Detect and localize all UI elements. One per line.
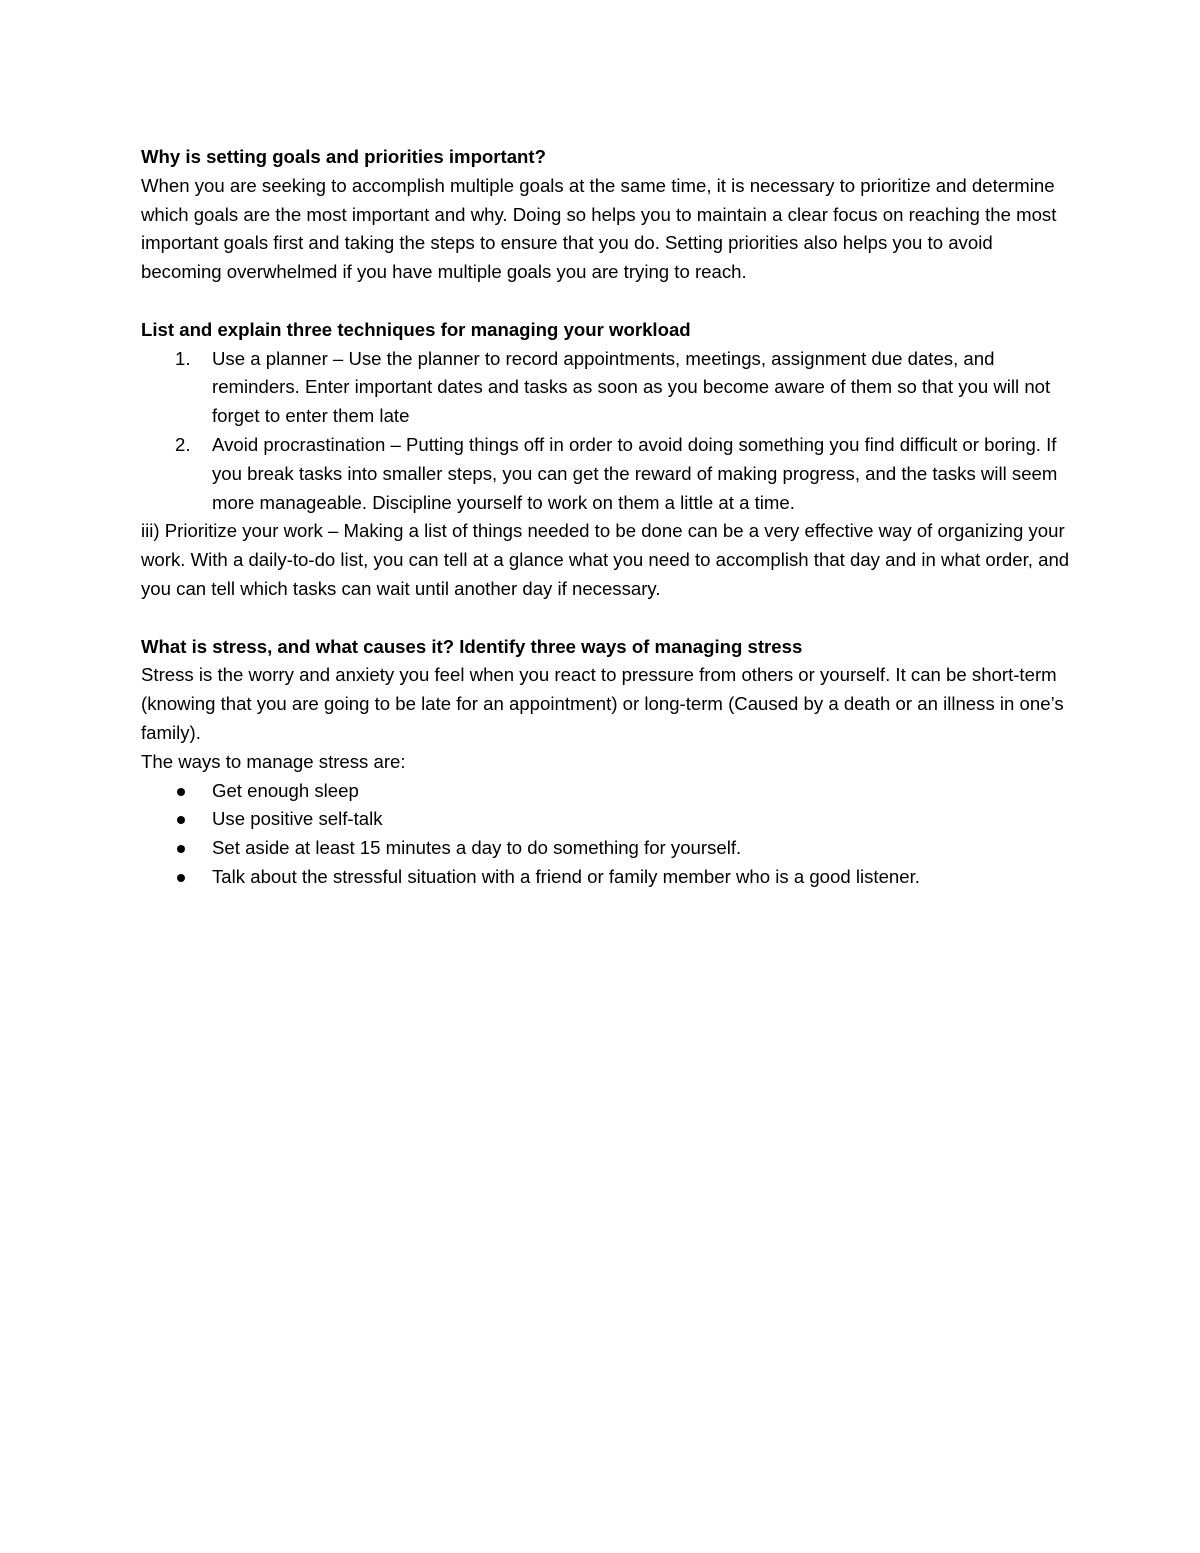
list-item-number: 1. bbox=[175, 347, 191, 369]
list-item-text: Use positive self-talk bbox=[212, 808, 383, 830]
list-item bbox=[141, 431, 1071, 517]
bullet-icon bbox=[177, 845, 185, 853]
section-body-goals: When you are seeking to accomplish multiple goals at the same time, it is necessary to prioritize and determine which goals are the most important and why. Doing so helps you to maintain a clear focus on reaching the most important goals first and taking the steps to ensure that you do. Setting priorities also helps you to avoid becoming overwhelmed if you have multiple goals you are trying to reach. bbox=[141, 174, 1057, 283]
document-content bbox=[141, 143, 1071, 892]
stress-ways-intro: The ways to manage stress are: bbox=[141, 750, 406, 772]
section-heading-goals: Why is setting goals and priorities important? bbox=[141, 146, 546, 167]
list-item bbox=[141, 777, 1071, 806]
workload-technique-third: iii) Prioritize your work – Making a list of things needed to be done can be a very effective way of organizing your work. With a daily-to-do list, you can tell at a glance what you need to accomplish that day and in what order, and you can tell which tasks can wait until another day if necessary. bbox=[141, 520, 1070, 599]
list-item-text: Avoid procrastination – Putting things off in order to avoid doing something you find difficult or boring. If you break tasks into smaller steps, you can get the reward of making progress, and the tasks will seem more manageable. Discipline yourself to work on them a little at a time. bbox=[212, 433, 1058, 513]
paragraph-spacer bbox=[141, 604, 1071, 633]
section-heading-workload: List and explain three techniques for managing your workload bbox=[141, 318, 691, 340]
list-item-number: 2. bbox=[175, 433, 191, 455]
bullet-icon bbox=[177, 874, 185, 882]
list-item bbox=[141, 345, 1071, 431]
workload-technique-list bbox=[141, 345, 1071, 518]
list-item bbox=[141, 805, 1071, 834]
bullet-icon bbox=[177, 816, 185, 824]
section-heading-stress: What is stress, and what causes it? Identify three ways of managing stress bbox=[141, 635, 803, 657]
paragraph-spacer bbox=[141, 287, 1071, 316]
bullet-icon bbox=[177, 788, 185, 796]
list-item-text: Set aside at least 15 minutes a day to do something for yourself. bbox=[212, 837, 742, 859]
section-body-stress: Stress is the worry and anxiety you feel when you react to pressure from others or yourself. It can be short-term (knowing that you are going to be late for an appointment) or long-term (Caused by a death or an illness in one’s family). bbox=[141, 664, 1064, 743]
stress-ways-list bbox=[141, 777, 1071, 892]
list-item bbox=[141, 863, 1071, 892]
list-item-text: Get enough sleep bbox=[212, 779, 359, 801]
list-item bbox=[141, 834, 1071, 863]
list-item-text: Talk about the stressful situation with a friend or family member who is a good listener. bbox=[212, 865, 920, 887]
list-item-text: Use a planner – Use the planner to record appointments, meetings, assignment due dates, and reminders. Enter important dates and tasks as soon as you become aware of them so that you will not forget to enter them late bbox=[212, 347, 1051, 427]
